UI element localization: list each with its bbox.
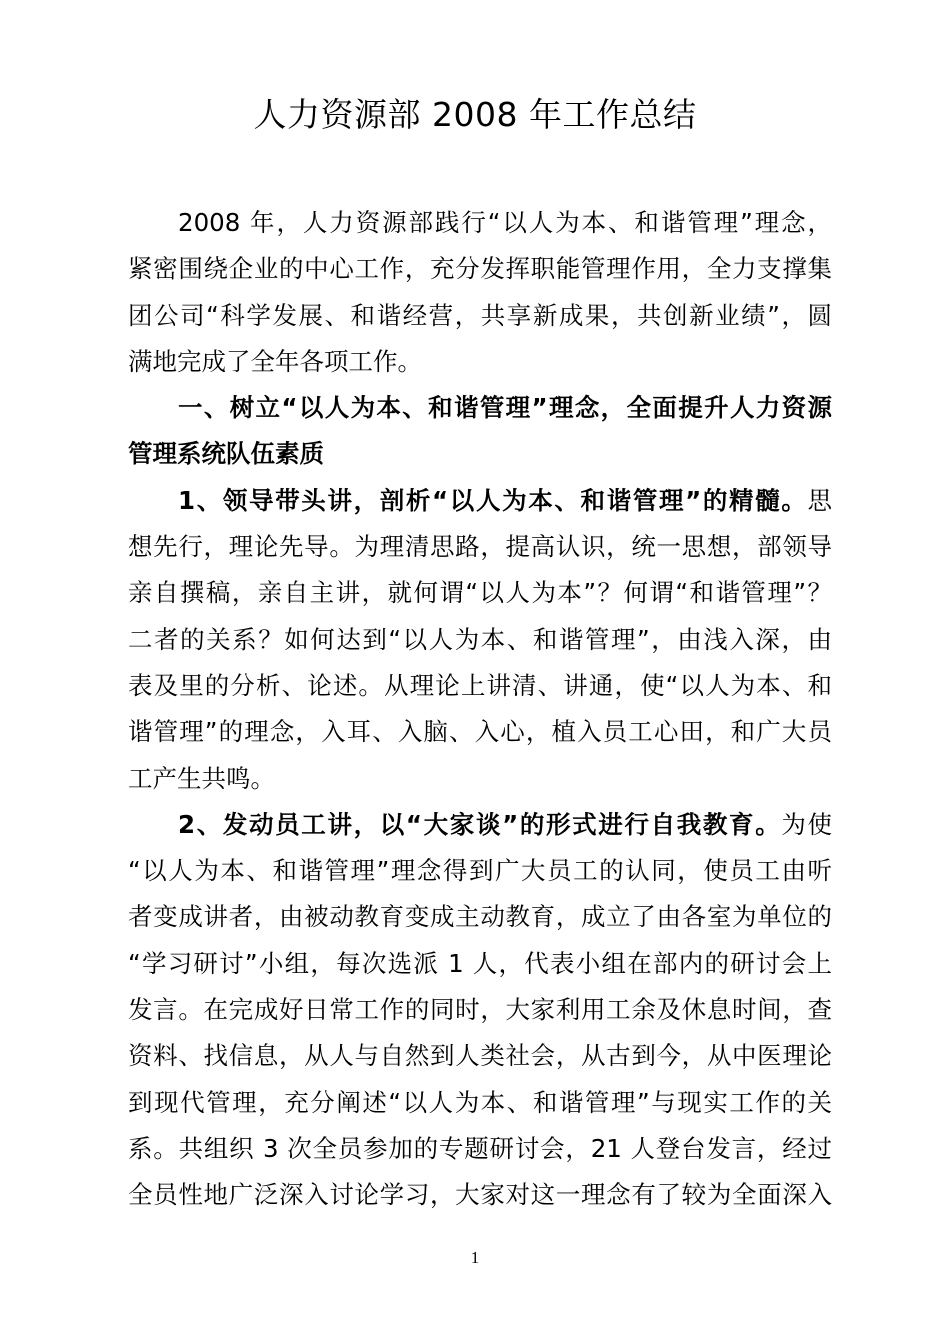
text-run: 2008 年，人力资源部践行“以人为本、和谐管理”理念， <box>178 208 832 237</box>
text-line <box>128 663 832 709</box>
text-line <box>128 1172 832 1218</box>
text-run: 为使 <box>781 809 833 839</box>
text-run: 全员性地广泛深入讨论学习，大家对这一理念有了较为全面深入 <box>128 1180 832 1210</box>
text-line <box>128 524 832 570</box>
text-run: 系。共组织 3 次全员参加的专题研讨会，21 人登台发言，经过 <box>128 1133 832 1163</box>
text-line <box>128 200 832 246</box>
text-line <box>128 894 832 940</box>
bold-text-run: 一、树立“以人为本、和谐管理”理念，全面提升人力资源 <box>178 393 832 423</box>
text-line <box>128 478 832 524</box>
document-title: 人力资源部 2008 年工作总结 <box>253 95 697 134</box>
text-run: “以人为本、和谐管理”理念得到广大员工的认同，使员工由听 <box>128 856 832 886</box>
text-line <box>128 570 832 616</box>
text-run: 工产生共鸣。 <box>128 763 275 793</box>
text-run: 谐管理”的理念，入耳、入脑、入心，植入员工心田，和广大员 <box>128 717 832 747</box>
text-line <box>128 802 832 848</box>
text-line <box>128 385 832 431</box>
bold-text-run: 2、发动员工讲，以“大家谈”的形式进行自我教育。 <box>178 809 782 839</box>
document-body <box>128 200 832 1219</box>
text-run: 发言。在完成好日常工作的同时，大家利用工余及休息时间，查 <box>128 995 832 1025</box>
text-run: “学习研讨”小组，每次选派 1 人，代表小组在部内的研讨会上 <box>128 948 832 978</box>
text-run: 紧密围绕企业的中心工作，充分发挥职能管理作用，全力支撑集 <box>128 254 832 284</box>
text-line <box>128 1033 832 1079</box>
text-run: 资料、找信息，从人与自然到人类社会，从古到今，从中医理论 <box>128 1041 832 1071</box>
text-line <box>128 709 832 755</box>
bold-text-run: 1、领导带头讲，剖析“以人为本、和谐管理”的精髓。 <box>178 485 808 515</box>
text-line <box>128 756 832 802</box>
text-line <box>128 246 832 292</box>
text-line <box>128 1126 832 1172</box>
text-line <box>128 339 832 385</box>
text-run: 满地完成了全年各项工作。 <box>128 346 422 376</box>
text-run: 二者的关系？如何达到“以人为本、和谐管理”，由浅入深，由 <box>128 624 832 654</box>
text-run: 到现代管理，充分阐述“以人为本、和谐管理”与现实工作的关 <box>128 1087 832 1117</box>
bold-text-run: 管理系统队伍素质 <box>128 439 324 469</box>
text-line <box>128 941 832 987</box>
text-run: 思 <box>807 485 832 515</box>
text-run: 想先行，理论先导。为理清思路，提高认识，统一思想，部领导 <box>128 532 832 562</box>
text-line <box>128 293 832 339</box>
text-line <box>128 987 832 1033</box>
text-line <box>128 1080 832 1126</box>
text-line <box>128 848 832 894</box>
text-run: 团公司“科学发展、和谐经营，共享新成果，共创新业绩”，圆 <box>128 300 832 330</box>
text-line <box>128 431 832 477</box>
text-run: 表及里的分析、论述。从理论上讲清、讲通，使“以人为本、和 <box>128 670 832 700</box>
text-line <box>128 617 832 663</box>
text-run: 者变成讲者，由被动教育变成主动教育，成立了由各室为单位的 <box>128 902 832 932</box>
page-number: 1 <box>470 1248 480 1267</box>
text-run: 亲自撰稿，亲自主讲，就何谓“以人为本”？何谓“和谐管理”？ <box>128 578 832 608</box>
